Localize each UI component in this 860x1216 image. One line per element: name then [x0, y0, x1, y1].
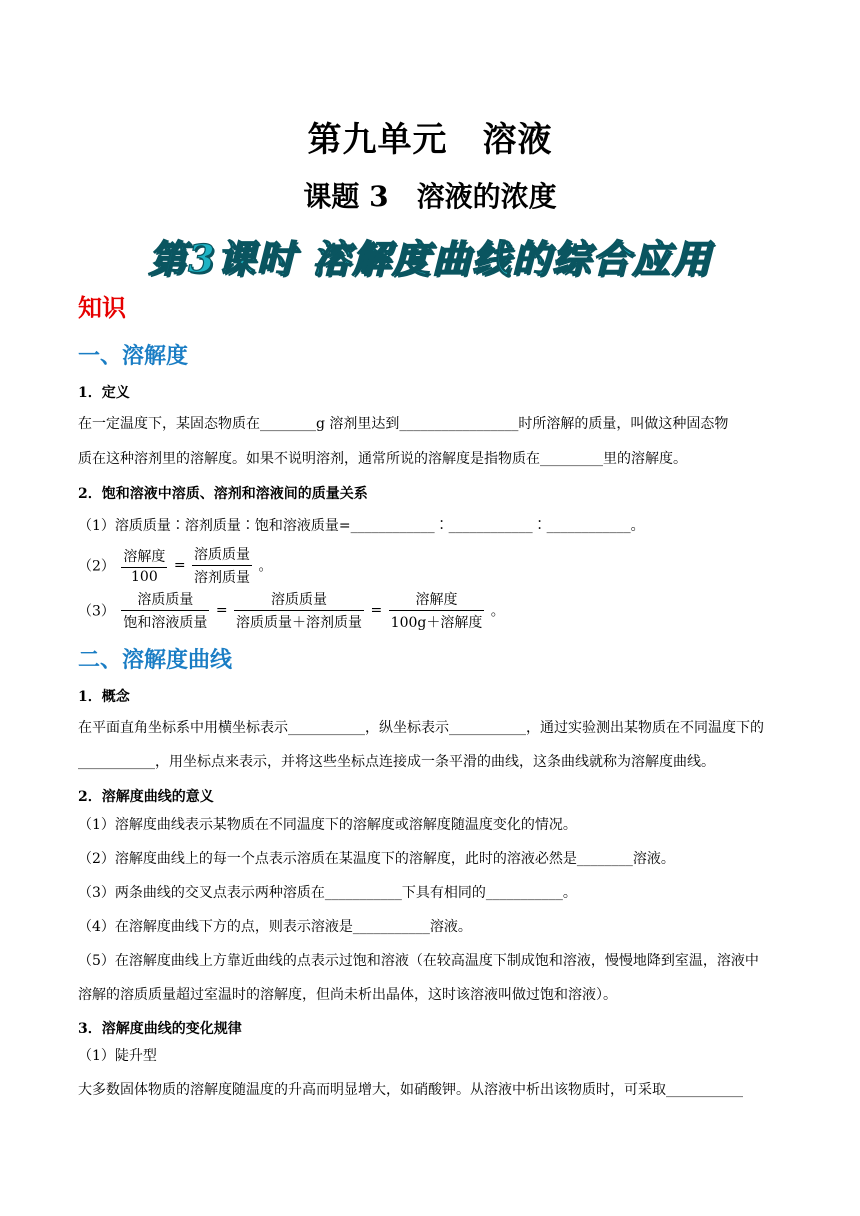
fraction-numerator: 溶解度 — [121, 546, 167, 568]
formula-2-label: （2） — [78, 558, 115, 575]
concept-line2: ___________，用坐标点来表示，并将这些坐标点连接成一条平滑的曲线，这条曲线就称为溶解度曲线。 — [78, 754, 715, 770]
section2-item3-title: 3．溶解度曲线的变化规律 — [78, 1021, 242, 1037]
meaning-3: （3）两条曲线的交叉点表示两种溶质在___________下具有相同的___________。 — [78, 885, 577, 901]
fraction-solute-solvent — [192, 544, 252, 587]
fraction-solute-solution — [121, 589, 209, 632]
meaning-2: （2）溶解度曲线上的每一个点表示溶质在某温度下的溶解度，此时的溶液必然是________溶液。 — [78, 851, 675, 867]
lesson-banner: 第3课时 溶解度曲线的综合应用 — [148, 236, 712, 281]
section2-heading: 二、溶解度曲线 — [78, 647, 233, 673]
knowledge-heading: 知识 — [78, 293, 126, 322]
fraction-solute-sum — [234, 589, 364, 632]
fraction-denominator: 100 — [131, 569, 158, 585]
meaning-4: （4）在溶解度曲线下方的点，则表示溶液是___________溶液。 — [78, 919, 472, 935]
concept-line1: 在平面直角坐标系中用横坐标表示___________，纵坐标表示___________，通过实验测出某物质在不同温度下的 — [78, 720, 764, 736]
section2-item1-title: 1．概念 — [78, 689, 130, 705]
lesson-subtitle: 课题 3 溶液的浓度 — [303, 180, 557, 213]
equals-sign: = — [370, 602, 383, 619]
fraction-numerator: 溶质质量 — [234, 589, 364, 611]
fraction-denominator: 100g＋溶解度 — [390, 615, 483, 631]
rule-1-text: 大多数固体物质的溶解度随温度的升高而明显增大，如硝酸钾。从溶液中析出该物质时，可采取___________ — [78, 1082, 743, 1098]
equals-sign: = — [173, 557, 186, 574]
section1-item2-title: 2．饱和溶液中溶质、溶剂和溶液间的质量关系 — [78, 486, 368, 502]
fraction-denominator: 溶剂质量 — [194, 570, 251, 586]
section1-item1-title: 1．定义 — [78, 385, 130, 401]
period: 。 — [258, 558, 273, 575]
fraction-denominator: 饱和溶液质量 — [123, 615, 208, 631]
meaning-5-line2: 溶解的溶质质量超过室温时的溶解度，但尚未析出晶体，这时该溶液叫做过饱和溶液）。 — [78, 987, 617, 1003]
fraction-numerator: 溶解度 — [389, 589, 485, 611]
rule-1-title: （1）陡升型 — [78, 1048, 157, 1064]
formula-3 — [78, 589, 505, 632]
equals-sign: = — [215, 602, 228, 619]
section2-item2-title: 2．溶解度曲线的意义 — [78, 789, 214, 805]
meaning-5-line1: （5）在溶解度曲线上方靠近曲线的点表示过饱和溶液（在较高温度下制成饱和溶液，慢慢地降到室温，溶液中 — [78, 953, 759, 969]
definition-line1: 在一定温度下，某固态物质在________g 溶剂里达到_________________时所溶解的质量，叫做这种固态物 — [78, 416, 729, 432]
fraction-solubility-100 — [121, 546, 167, 585]
fraction-solubility-sum — [389, 589, 485, 632]
fraction-numerator: 溶质质量 — [121, 589, 209, 611]
fraction-numerator: 溶质质量 — [192, 544, 252, 566]
period: 。 — [490, 603, 505, 620]
definition-line2: 质在这种溶剂里的溶解度。如果不说明溶剂，通常所说的溶解度是指物质在_________里的溶解度。 — [78, 451, 687, 467]
formula-2 — [78, 544, 272, 587]
meaning-1: （1）溶解度曲线表示某物质在不同温度下的溶解度或溶解度随温度变化的情况。 — [78, 817, 577, 833]
unit-title: 第九单元 溶液 — [307, 120, 553, 160]
formula-3-label: （3） — [78, 603, 115, 620]
section1-heading: 一、溶解度 — [78, 343, 189, 369]
fraction-denominator: 溶质质量＋溶剂质量 — [236, 615, 363, 631]
formula-1: （1）溶质质量∶溶剂质量∶饱和溶液质量=____________∶____________∶____________。 — [78, 518, 645, 534]
